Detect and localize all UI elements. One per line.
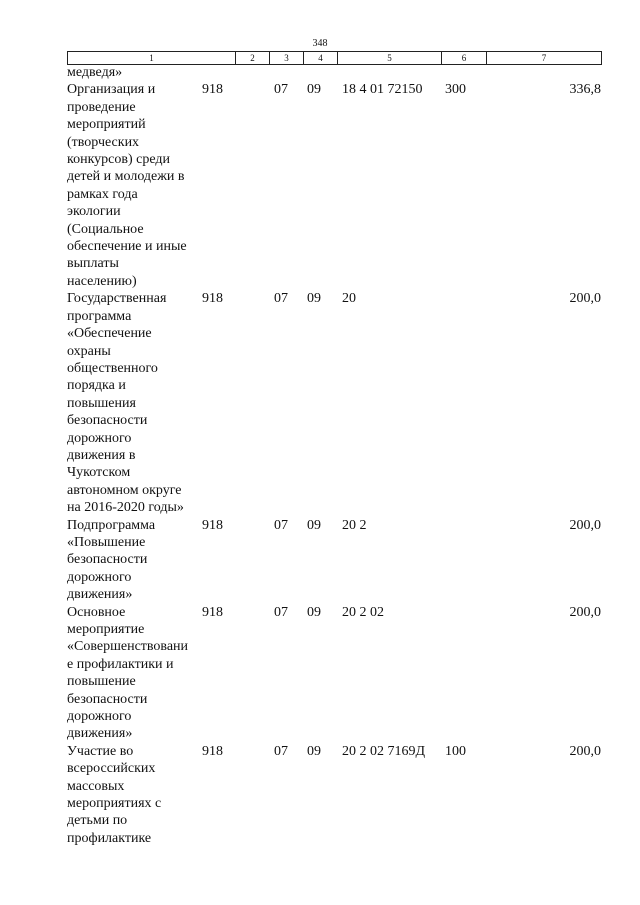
row-section: 07 [274, 604, 288, 620]
row-name: Участие во всероссийских массовых мероприятиях с детьми по профилактике [67, 743, 162, 846]
row-subsection: 09 [307, 604, 321, 620]
row-subsection: 09 [307, 291, 321, 307]
column-header-7: 7 [487, 52, 602, 65]
table-row [67, 64, 607, 81]
row-amount: 200,0 [569, 604, 601, 620]
row-subsection: 09 [307, 82, 321, 98]
row-code-ministry: 918 [202, 604, 223, 620]
row-target-article: 20 2 02 7169Д [342, 743, 426, 759]
column-header-table [67, 51, 602, 65]
row-target-article: 20 2 02 [342, 604, 384, 620]
row-section: 07 [274, 743, 288, 759]
row-subsection: 09 [307, 743, 321, 759]
page-number: 348 [312, 38, 328, 49]
column-header-6: 6 [442, 52, 487, 65]
row-target-article: 20 [342, 291, 356, 307]
row-amount: 200,0 [569, 291, 601, 307]
row-code-ministry: 918 [202, 743, 223, 759]
row-code-ministry: 918 [202, 291, 223, 307]
row-name: Основное мероприятие «Совершенствовани е профилактики и повышение безопасности дорожного движения» [67, 604, 189, 742]
row-name: Государственная программа «Обеспечение охраны общественного порядка и повышения безопасности дорожного движения в Чукотском автономном округе на 2016-2020 годы» [67, 291, 184, 516]
row-code-ministry: 918 [202, 517, 223, 533]
column-header-row [68, 52, 602, 65]
table-row [67, 81, 607, 290]
row-section: 07 [274, 291, 288, 307]
table-row [67, 604, 607, 743]
column-header-4: 4 [304, 52, 338, 65]
row-code-ministry: 918 [202, 82, 223, 98]
table-row [67, 517, 607, 604]
table-row [67, 290, 607, 516]
budget-table-body [67, 64, 607, 847]
column-header-3: 3 [270, 52, 304, 65]
row-amount: 336,8 [569, 82, 601, 98]
row-name: медведя» [67, 65, 123, 80]
column-header-2: 2 [236, 52, 270, 65]
row-subsection: 09 [307, 517, 321, 533]
row-expense-type: 300 [445, 82, 466, 98]
row-target-article: 18 4 01 72150 [342, 82, 423, 98]
row-section: 07 [274, 517, 288, 533]
column-header-1: 1 [68, 52, 236, 65]
column-header-5: 5 [338, 52, 442, 65]
row-amount: 200,0 [569, 743, 601, 759]
row-amount: 200,0 [569, 517, 601, 533]
table-row [67, 743, 607, 847]
row-section: 07 [274, 82, 288, 98]
row-name: Организация и проведение мероприятий (творческих конкурсов) среди детей и молодежи в рамках года экологии (Социальное обеспечение и иные выплаты населению) [67, 82, 187, 289]
row-expense-type: 100 [445, 743, 466, 759]
row-name: Подпрограмма «Повышение безопасности дорожного движения» [67, 517, 156, 603]
row-target-article: 20 2 [342, 517, 367, 533]
